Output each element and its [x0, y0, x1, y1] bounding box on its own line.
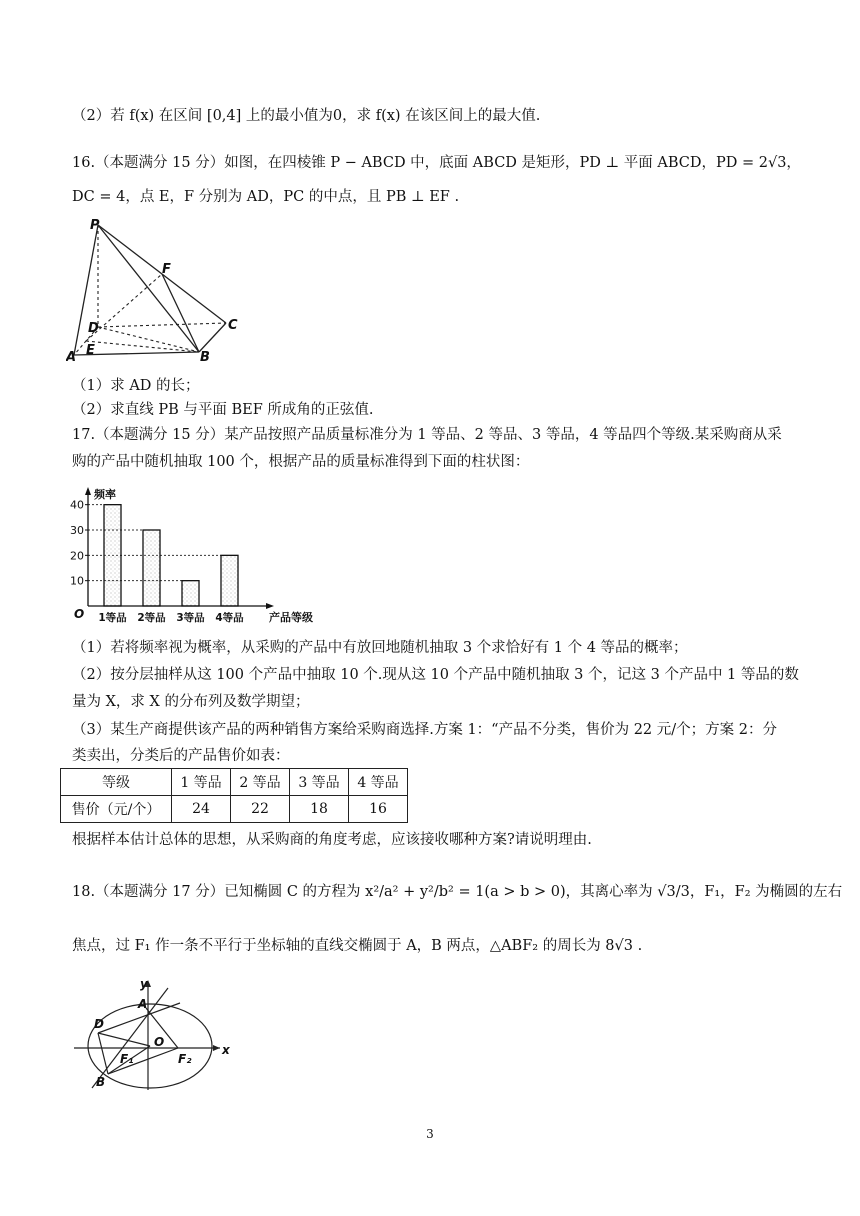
q17-part3-line1: （3）某生产商提供该产品的两种销售方案给采购商选择.方案 1：“产品不分类，售价为 22 元/个；方案 2：分 — [72, 722, 777, 738]
edge-BC — [199, 323, 226, 352]
q17-part3-question: 根据样本估计总体的思想，从采购商的角度考虑，应该接收哪种方案?请说明理由. — [72, 832, 592, 848]
label-A: A — [66, 350, 77, 365]
segment-BF2 — [108, 1048, 178, 1074]
label-E: E — [86, 343, 95, 358]
q17-part2-line1: （2）按分层抽样从这 100 个产品中抽取 10 个.现从这 10 个产品中随机抽取 3 个，记这 3 个产品中 1 等品的数 — [72, 667, 799, 683]
q16-part1: （1）求 AD 的长； — [72, 378, 200, 394]
q17-part2-line2: 量为 X，求 X 的分布列及数学期望； — [72, 694, 310, 710]
q17-stem-line2: 购的产品中随机抽取 100 个，根据产品的质量标准得到下面的柱状图： — [72, 454, 530, 470]
q16-stem-line2: DC = 4，点 E，F 分别为 AD，PC 的中点，且 PB ⊥ EF . — [72, 189, 460, 205]
y-tick-label: 40 — [70, 498, 84, 512]
q16-part2: （2）求直线 PB 与平面 BEF 所成角的正弦值. — [72, 402, 374, 418]
frequency-bar-chart — [58, 484, 318, 630]
table-cell: 1 等品 — [172, 769, 231, 796]
bar — [104, 505, 121, 606]
segment-DO — [98, 1033, 150, 1046]
table-cell: 22 — [231, 796, 290, 823]
table-row — [61, 796, 408, 823]
category-label: 3等品 — [176, 612, 205, 624]
label-P: P — [90, 218, 100, 233]
y-axis-arrow — [85, 487, 91, 495]
table-cell: 2 等品 — [231, 769, 290, 796]
label-F1: F₁ — [120, 1052, 134, 1066]
q17-part3-line2: 类卖出，分类后的产品售价如表： — [72, 748, 290, 764]
category-label: 2等品 — [137, 612, 166, 624]
label-F: F — [162, 262, 171, 277]
ellipse-figure — [70, 978, 240, 1093]
q18-stem-line1: 18.（本题满分 17 分）已知椭圆 C 的方程为 x²/a² + y²/b² = 1(a > b > 0)，其离心率为 √3/3，F₁，F₂ 为椭圆的左右 — [72, 884, 843, 900]
label-D: D — [88, 321, 99, 336]
bar — [221, 555, 238, 606]
label-x: x — [222, 1043, 230, 1057]
x-axis-arrow — [266, 603, 274, 609]
q16-stem-line1: 16.（本题满分 15 分）如图，在四棱锥 P − ABCD 中，底面 ABCD 是矩形，PD ⊥ 平面 ABCD，PD = 2√3， — [72, 155, 801, 171]
category-label: 4等品 — [215, 612, 244, 624]
q17-part1: （1）若将频率视为概率，从采购的产品中有放回地随机抽取 3 个求恰好有 1 个 4 等品的概率； — [72, 640, 688, 656]
label-D: D — [94, 1017, 104, 1031]
y-tick-label: 20 — [70, 549, 84, 563]
price-table — [60, 768, 408, 823]
category-label: 1等品 — [98, 612, 127, 624]
x-axis-arrow — [213, 1045, 220, 1051]
diag-DB — [98, 327, 199, 352]
bar — [182, 581, 199, 606]
table-cell: 24 — [172, 796, 231, 823]
table-cell: 3 等品 — [290, 769, 349, 796]
label-y: y — [140, 978, 148, 991]
label-C: C — [228, 318, 238, 333]
table-header-row — [61, 769, 408, 796]
origin-label: O — [74, 607, 85, 621]
segment-EB — [86, 341, 199, 352]
q15-part2: （2）若 f(x) 在区间 [0,4] 上的最小值为0，求 f(x) 在该区间上的最大值. — [72, 108, 541, 124]
table-cell: 等级 — [61, 769, 172, 796]
pyramid-figure — [66, 215, 246, 365]
table-cell: 4 等品 — [349, 769, 408, 796]
y-tick-label: 10 — [70, 574, 84, 588]
label-F2: F₂ — [178, 1052, 192, 1066]
label-B: B — [96, 1075, 106, 1089]
q17-stem-line1: 17.（本题满分 15 分）某产品按照产品质量标准分为 1 等品、2 等品、3 等品，4 等品四个等级.某采购商从采 — [72, 427, 782, 443]
bar — [143, 530, 160, 606]
q18-stem-line2: 焦点，过 F₁ 作一条不平行于坐标轴的直线交椭圆于 A，B 两点，△ABF₂ 的周长为 8√3 . — [72, 938, 643, 954]
edge-PB — [98, 225, 199, 352]
y-axis-label: 频率 — [94, 488, 116, 501]
table-cell: 售价（元/个） — [61, 796, 172, 823]
edge-DC — [98, 323, 226, 327]
segment-DB — [98, 1033, 108, 1074]
y-tick-label: 30 — [70, 524, 84, 537]
x-axis-label: 产品等级 — [269, 611, 313, 624]
table-cell: 18 — [290, 796, 349, 823]
label-O: O — [154, 1035, 165, 1049]
table-cell: 16 — [349, 796, 408, 823]
label-B: B — [200, 350, 210, 365]
page-number: 3 — [426, 1127, 434, 1141]
label-A: A — [138, 997, 148, 1011]
